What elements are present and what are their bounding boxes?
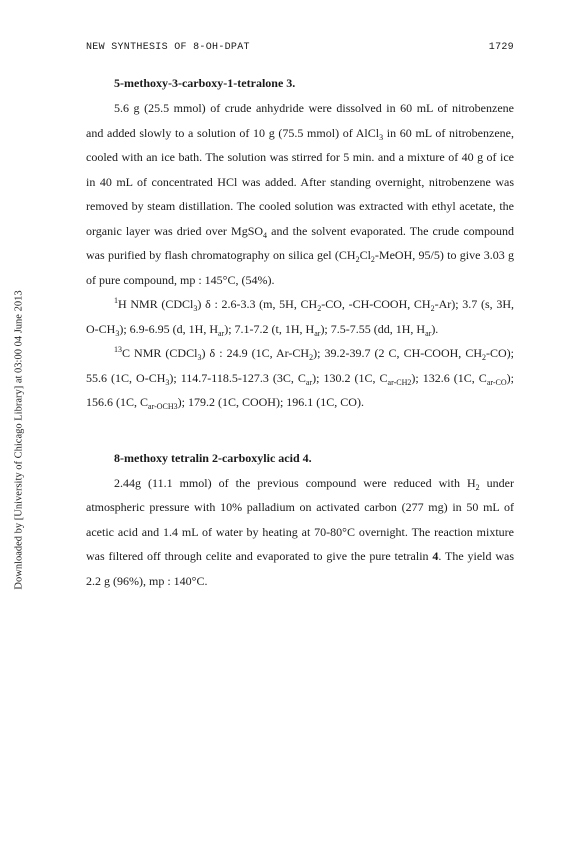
text-run: . The yield was 2.2 g (96%), mp : 140°C. <box>86 549 514 588</box>
subscript: 3 <box>165 377 170 387</box>
text-run: ); 7.1-7.2 (t, 1H, H <box>224 321 315 336</box>
text-run: ); 114.7-118.5-127.3 (3C, C <box>169 370 306 385</box>
text-run: ) δ : 2.6-3.3 (m, 5H, CH <box>197 297 318 311</box>
superscript: 1 <box>114 296 118 305</box>
subscript: 3 <box>379 132 384 142</box>
subscript: 2 <box>317 304 322 313</box>
subscript: ar-CH2 <box>387 377 412 387</box>
running-head <box>86 42 514 53</box>
text-run: ); 6.9-6.95 (d, 1H, H <box>119 321 218 336</box>
subscript: 2 <box>430 304 435 313</box>
page-number: 1729 <box>488 42 514 53</box>
subscript: ar <box>305 377 313 387</box>
text-run: H NMR (CDCl <box>118 297 194 311</box>
text-run: -MeOH, 95/5) to give 3.03 g of pure compound, mp : 145°C, (54%). <box>86 248 514 287</box>
compound-number: 4 <box>432 549 439 563</box>
subscript: 3 <box>197 353 202 362</box>
text-run: C NMR (CDCl <box>122 346 198 360</box>
section-gap <box>86 415 514 445</box>
download-watermark-text: Downloaded by [University of Chicago Library] at 03:00 04 June 2013 <box>13 290 25 590</box>
subscript: 2 <box>482 353 486 362</box>
text-run: ); 156.6 (1C, C <box>86 370 514 409</box>
section-heading-tetralin: 8-methoxy tetralin 2-carboxylic acid 4. <box>114 450 312 465</box>
subscript: 2 <box>370 255 375 264</box>
text-run: and the solvent evaporated. The crude compound was purified by flash chromatography on silica gel (CH <box>86 223 514 262</box>
text-run: 2.44g (11.1 mmol) of the previous compound were reduced with H <box>114 475 476 490</box>
text-run: -Ar); 3.7 (s, 3H, O-CH <box>86 297 515 336</box>
paragraph-synthesis <box>86 96 514 292</box>
subscript: 2 <box>355 255 360 264</box>
subscript: 2 <box>475 482 480 492</box>
running-title: NEW SYNTHESIS OF 8-OH-DPAT <box>86 42 250 53</box>
superscript: 13 <box>114 345 122 354</box>
paragraph-13c-nmr <box>86 341 514 415</box>
subscript: 4 <box>263 230 268 240</box>
subscript: 3 <box>115 328 120 338</box>
text-run: Cl <box>359 248 371 262</box>
text-run: ); 39.2-39.7 (2 C, CH-COOH, CH <box>313 346 482 360</box>
text-run: -CO, -CH-COOH, CH <box>321 297 431 311</box>
subscript: ar-CO <box>486 377 507 387</box>
subscript: 2 <box>309 353 314 362</box>
paragraph-reduction <box>86 471 514 594</box>
text-run: ) δ : 24.9 (1C, Ar-CH <box>201 346 310 360</box>
page-body <box>86 70 514 593</box>
text-run: 5.6 g (25.5 mmol) of crude anhydride were dissolved in 60 mL of nitrobenzene and added slowly to a solution of 10 g (75.5 mmol) of AlCl <box>86 101 514 140</box>
subscript: ar-OCH3 <box>148 402 178 411</box>
text-run: ); 132.6 (1C, C <box>411 370 487 385</box>
subscript: ar <box>314 328 321 338</box>
text-run: -CO); 55.6 (1C, O-CH <box>86 346 514 385</box>
text-run: in 60 mL of nitrobenzene, cooled with an ice bath. The solution was stirred for 5 min. and a mixture of 40 g of ice in 40 mL of concentrated HCl was added. After standing overnight, nitrobenzene was removed by steam distillation. The cooled solution was extracted with ethyl acetate, the organic layer was dried over MgSO <box>86 125 514 238</box>
text-run: ). <box>431 321 439 336</box>
text-run: ); 7.5-7.55 (dd, 1H, H <box>320 321 426 336</box>
paragraph-1h-nmr <box>86 292 514 341</box>
download-watermark <box>12 245 26 635</box>
text-run: ); 179.2 (1C, COOH); 196.1 (1C, CO). <box>177 395 364 409</box>
subscript: ar <box>218 328 225 338</box>
subscript: ar <box>425 328 432 338</box>
subscript: 3 <box>193 304 198 313</box>
text-run: under atmospheric pressure with 10% palladium on activated carbon (277 mg) in 50 mL of acetic acid and 1.4 mL of water by heating at 70-80°C overnight. The reaction mixture was filtered off through celite and evaporated to give the pure tetralin <box>86 475 514 563</box>
text-run: ); 130.2 (1C, C <box>312 370 388 385</box>
section-heading-tetralone: 5-methoxy-3-carboxy-1-tetralone 3. <box>114 76 296 90</box>
